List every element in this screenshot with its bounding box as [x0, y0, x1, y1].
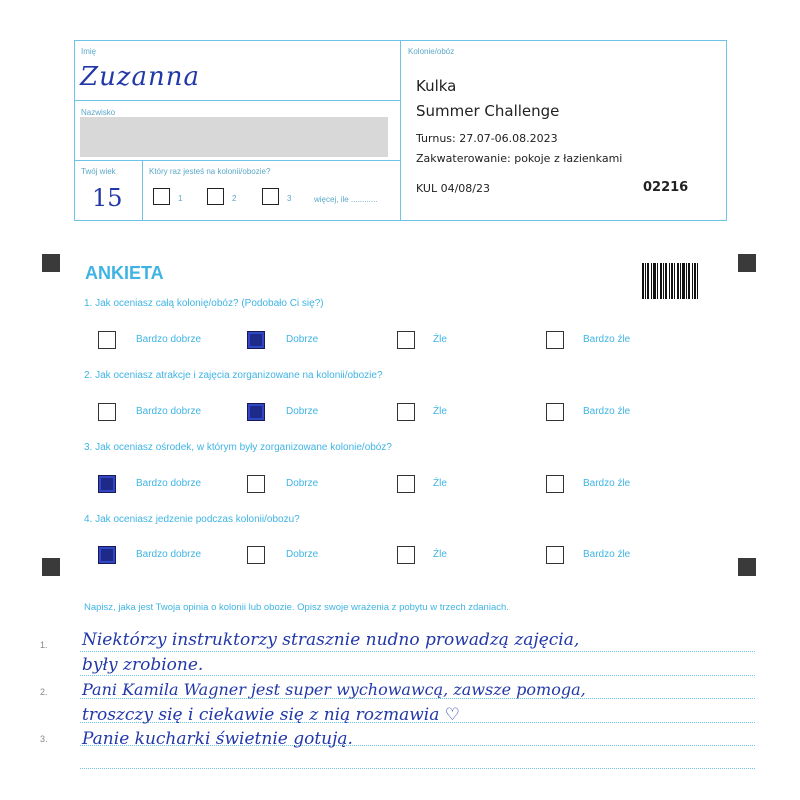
q1-option-1-label: Bardzo dobrze: [136, 334, 202, 345]
q2-option-4-label: Bardzo źle: [583, 406, 631, 417]
imie-label: Imię: [81, 47, 97, 56]
q4-option-2-label: Dobrze: [286, 549, 319, 560]
q4-option-4-checkbox[interactable]: [546, 546, 564, 564]
answer-line-1: [80, 651, 755, 652]
q2-option-4-checkbox[interactable]: [546, 403, 564, 421]
q1-option-2-checkbox[interactable]: [247, 331, 265, 349]
answer-line-6: [80, 768, 755, 769]
opinion-prompt: Napisz, jaka jest Twoja opinia o kolonii lub obozie. Opisz swoje wrażenia z pobytu w trzech zdaniach.: [84, 602, 509, 613]
visit-3-checkbox[interactable]: [262, 188, 279, 205]
registration-marker-bl: [42, 558, 60, 576]
camp-name-line2: Summer Challenge: [416, 102, 560, 120]
registration-marker-tr: [738, 254, 756, 272]
q2-option-3-checkbox[interactable]: [397, 403, 415, 421]
q1-option-4-checkbox[interactable]: [546, 331, 564, 349]
q4-option-1-checkbox[interactable]: [98, 546, 116, 564]
line-number-3: 3.: [40, 734, 48, 744]
q2-option-1-checkbox[interactable]: [98, 403, 116, 421]
visit-3-label: 3: [287, 194, 292, 203]
q2-option-2-checkbox[interactable]: [247, 403, 265, 421]
zakwaterowanie-text: Zakwaterowanie: pokoje z łazienkami: [416, 152, 623, 165]
q3-option-2-label: Dobrze: [286, 478, 319, 489]
header-divider-2: [74, 160, 400, 161]
q1-option-3-checkbox[interactable]: [397, 331, 415, 349]
registration-marker-tl: [42, 254, 60, 272]
barcode-icon: [642, 263, 698, 299]
answer-text-5: Panie kucharki świetnie gotują.: [82, 729, 353, 749]
wiek-value: 15: [92, 184, 123, 212]
code-text: KUL 04/08/23: [416, 182, 490, 195]
registration-marker-br: [738, 558, 756, 576]
answer-text-4: troszczy się i ciekawie się z nią rozmawia ♡: [82, 705, 460, 725]
q3-option-1-checkbox[interactable]: [98, 475, 116, 493]
imie-value: Zuzanna: [80, 62, 201, 92]
ktory-raz-label: Który raz jesteś na kolonii/obozie?: [149, 167, 271, 176]
visit-1-label: 1: [178, 194, 183, 203]
q1-option-1-checkbox[interactable]: [98, 331, 116, 349]
q2-option-3-label: Źle: [433, 406, 447, 417]
camp-name-line1: Kulka: [416, 77, 457, 95]
q3-option-4-label: Bardzo źle: [583, 478, 631, 489]
header-divider-1: [74, 100, 400, 101]
answer-text-3: Pani Kamila Wagner jest super wychowawcą, zawsze pomoga,: [82, 680, 586, 699]
q4-option-3-label: Źle: [433, 549, 447, 560]
question-4-text: 4. Jak oceniasz jedzenie podczas kolonii/obozu?: [84, 514, 300, 525]
survey-title: ANKIETA: [85, 263, 164, 283]
form-number: 02216: [643, 180, 689, 195]
header-divider-vertical: [400, 40, 401, 221]
visit-2-label: 2: [232, 194, 237, 203]
q4-option-3-checkbox[interactable]: [397, 546, 415, 564]
q1-option-2-label: Dobrze: [286, 334, 319, 345]
line-number-2: 2.: [40, 687, 48, 697]
wiecej-label: więcej, ile ............: [314, 195, 378, 204]
nazwisko-label: Nazwisko: [81, 108, 116, 117]
q2-option-2-label: Dobrze: [286, 406, 319, 417]
q4-option-2-checkbox[interactable]: [247, 546, 265, 564]
question-1-text: 1. Jak oceniasz całą kolonię/obóz? (Podobało Ci się?): [84, 298, 324, 309]
q1-option-4-label: Bardzo źle: [583, 334, 631, 345]
nazwisko-redacted: [80, 117, 388, 157]
q3-option-1-label: Bardzo dobrze: [136, 478, 202, 489]
q3-option-3-label: Źle: [433, 478, 447, 489]
q3-option-4-checkbox[interactable]: [546, 475, 564, 493]
visit-1-checkbox[interactable]: [153, 188, 170, 205]
q3-option-2-checkbox[interactable]: [247, 475, 265, 493]
answer-text-2: były zrobione.: [82, 655, 204, 675]
answer-text-1: Niektórzy instruktorzy strasznie nudno prowadzą zajęcia,: [82, 630, 580, 650]
q2-option-1-label: Bardzo dobrze: [136, 406, 202, 417]
visit-2-checkbox[interactable]: [207, 188, 224, 205]
q3-option-3-checkbox[interactable]: [397, 475, 415, 493]
line-number-1: 1.: [40, 640, 48, 650]
answer-line-2: [80, 675, 755, 676]
q4-option-4-label: Bardzo źle: [583, 549, 631, 560]
wiek-label: Twój wiek: [81, 167, 116, 176]
turnus-text: Turnus: 27.07-06.08.2023: [416, 132, 558, 145]
q1-option-3-label: Źle: [433, 334, 447, 345]
question-3-text: 3. Jak oceniasz ośrodek, w którym były zorganizowane kolonie/obóz?: [84, 442, 392, 453]
q4-option-1-label: Bardzo dobrze: [136, 549, 202, 560]
age-cell-divider: [142, 160, 143, 221]
kolonie-label: Kolonie/obóz: [408, 47, 455, 56]
question-2-text: 2. Jak oceniasz atrakcje i zajęcia zorganizowane na kolonii/obozie?: [84, 370, 383, 381]
